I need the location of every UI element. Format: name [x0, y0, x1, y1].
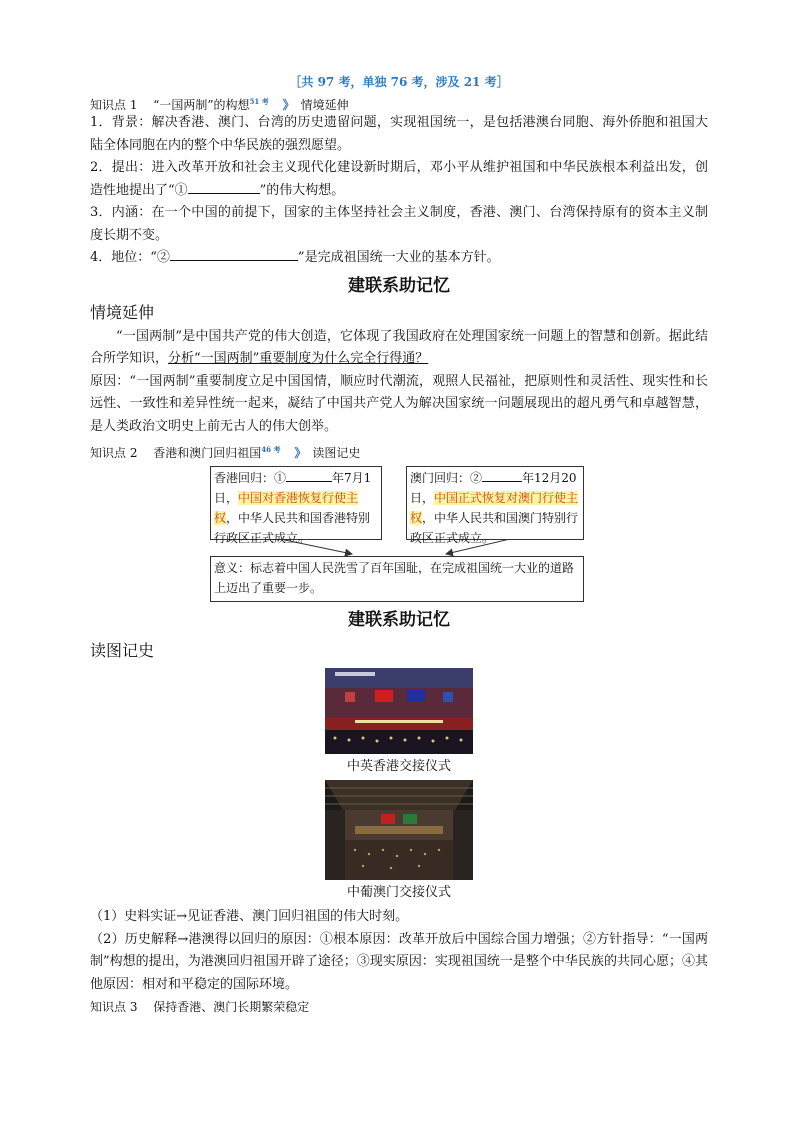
- kp1-title: “一国两制”的构想: [153, 98, 250, 112]
- document-page: [90, 72, 708, 1017]
- hongkong-handover-photo: [325, 668, 473, 754]
- meaning-box: 意义：标志着中国人民洗雪了百年国耻，在完成祖国统一大业的道路上迈出了重要一步。: [210, 556, 584, 602]
- kp2-tag: 读图记史: [312, 446, 361, 460]
- kp1-tag: 情境延伸: [300, 98, 349, 112]
- hongkong-return-box: 香港回归：① 年7月1日，中国对香港恢复行使主权，中华人民共和国香港特别行政区正式成立。: [210, 466, 382, 540]
- fill-blank-hk-year[interactable]: [286, 468, 332, 482]
- kp1-label: 知识点 1: [90, 98, 138, 112]
- situation-question: “一国两制”是中国共产党的伟大创造，它体现了我国政府在处理国家统一问题上的智慧和创新。据此结合所学知识，分析“一国两制”重要制度为什么完全行得通？: [90, 328, 708, 366]
- readmap-point-1: （1）史料实证→见证香港、澳门回归祖国的伟大时刻。: [90, 909, 409, 924]
- kp2-title: 香港和澳门回归祖国: [153, 446, 262, 460]
- kp3-label: 知识点 3: [90, 1000, 138, 1014]
- kp1-item-connotation: 3．内涵：在一个中国的前提下，国家的主体坚持社会主义制度，香港、澳门、台湾保持原有的资本主义制度长期不变。: [90, 205, 708, 243]
- exam-count-header: ［共 97 考，单独 76 考，涉及 21 考］: [289, 75, 509, 89]
- memory-title-2: 建联系助记忆: [348, 610, 450, 630]
- fill-blank-1[interactable]: [188, 180, 260, 194]
- kp1-item-proposal: 2．提出：进入改革开放和社会主义现代化建设新时期后，邓小平从维护祖国和中华民族根本利益出发，创造性地提出了“① ”的伟大构想。: [90, 160, 708, 198]
- memory-title-1: 建联系助记忆: [348, 275, 450, 296]
- situation-section-title: 情境延伸: [90, 302, 155, 322]
- kp1-item-background: 1．背景：解决香港、澳门、台湾的历史遗留问题，实现祖国统一，是包括港澳台同胞、海外侨胞和祖国大陆全体同胞在内的整个中华民族的强烈愿望。: [90, 115, 708, 153]
- knowledge-point-2-heading: [90, 440, 708, 460]
- return-diagram: [90, 464, 708, 604]
- macao-handover-photo: [325, 780, 473, 880]
- kp2-exam-count: 46 考: [261, 445, 281, 454]
- hongkong-photo-caption: 中英香港交接仪式: [346, 759, 451, 774]
- kp3-title: 保持香港、澳门长期繁荣稳定: [153, 1000, 310, 1014]
- readmap-section-title: 读图记史: [90, 641, 155, 660]
- kp1-exam-count: 51 考: [249, 97, 269, 106]
- knowledge-point-3-heading: [90, 997, 708, 1017]
- double-chevron-icon: 》: [282, 98, 295, 112]
- fill-blank-2[interactable]: [170, 247, 298, 261]
- kp1-item-status: 4．地位：“② ”是完成祖国统一大业的基本方针。: [90, 247, 708, 270]
- kp2-label: 知识点 2: [90, 446, 138, 460]
- photo-hongkong-block: [90, 668, 708, 906]
- macao-return-box: 澳门回归：② 年12月20日，中国正式恢复对澳门行使主权，中华人民共和国澳门特别行政区正式成立。: [406, 466, 584, 540]
- macao-photo-caption: 中葡澳门交接仪式: [346, 885, 451, 900]
- double-chevron-icon: 》: [294, 446, 307, 460]
- situation-answer: 原因：“一国两制”重要制度立足中国国情，顺应时代潮流，观照人民福祉，把原则性和灵活性、现实性和长远性、一致性和差异性统一起来，凝结了中国共产党人为解决国家统一问题展现出的超凡勇气和卓越智慧，是人类政治文明史上前无古人的伟大创举。: [90, 373, 708, 434]
- knowledge-point-1-heading: [90, 92, 708, 112]
- fill-blank-mo-year[interactable]: [482, 468, 522, 482]
- readmap-point-2: （2）历史解释→港澳得以回归的原因：①根本原因：改革开放后中国综合国力增强；②方针指导：“一国两制”构想的提出，为港澳回归祖国开辟了途径；③现实原因：实现祖国统一是整个中华民族的共同心愿；④其他原因：相对和平稳定的国际环境。: [90, 931, 708, 992]
